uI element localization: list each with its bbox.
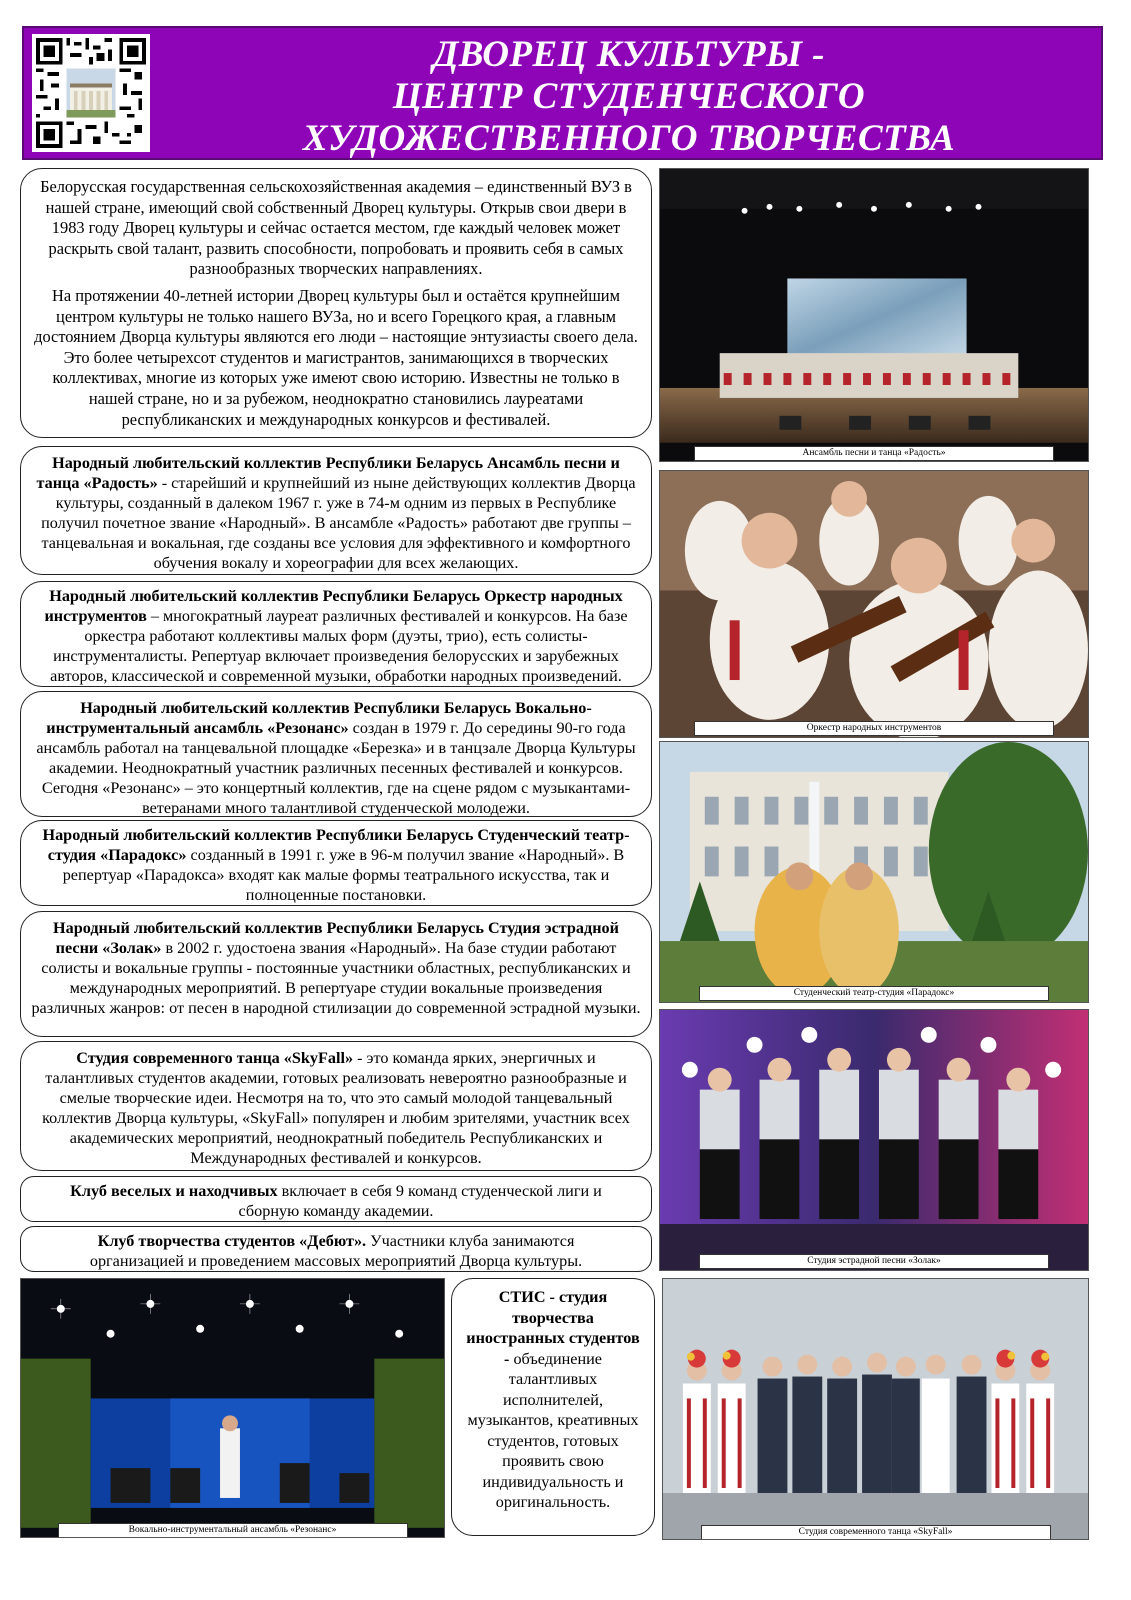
caption-skyfall: Студия современного танца «SkyFall» — [701, 1525, 1051, 1540]
section-zolak-text: в 2002 г. удостоена звания «Народный». На базе студии работают солисты и вокальные группы - постоянные участники областных, республиканских и международных мероприятий. В репертуаре студии вокальные произведения различных жанров: от песен в народной стилизации до современной эстрадной музыки. — [31, 939, 641, 1017]
photo-rezonans — [20, 1278, 445, 1538]
section-stis — [451, 1278, 655, 1536]
intro-paragraph-1: Белорусская государственная сельскохозяйственная академия – единственный ВУЗ в нашей стране, имеющий свой собственный Дворец культуры. Открыв свои двери в 1983 году Дворец культуры и сейчас остается местом, где каждый человек может раскрыть свой талант, развить способности, попробовать и проявить себя в самых разнообразных творческих направлениях. — [40, 177, 632, 279]
section-kvn-heading: Клуб веселых и находчивых — [70, 1182, 278, 1200]
section-paradoks-text: созданный в 1991 г. уже в 96-м получил звание «Народный». В репертуар «Парадокса» входят как малые формы театрального искусства, так и полноценные постановки. — [62, 846, 625, 904]
section-debut-heading: Клуб творчества студентов «Дебют». — [97, 1232, 367, 1250]
photo-skyfall — [662, 1278, 1089, 1540]
section-orchestra-heading: Народный любительский коллектив Республики Беларусь Оркестр народных инструментов — [44, 587, 623, 625]
header-banner — [22, 26, 1103, 160]
section-radost-heading: Народный любительский коллектив Республики Беларусь Ансамбль песни и танца «Радость» — [36, 454, 620, 492]
section-orchestra-text: – многократный лауреат различных фестивалей и конкурсов. На базе оркестра работают коллективы малых форм (дуэты, трио), есть солисты-инструменталисты. Репертуар включает произведения белорусских и зарубежных авторов, классической и современной музыки, обработки народных произведений. — [50, 607, 628, 685]
section-skyfall — [20, 1041, 652, 1171]
section-rezonans — [20, 691, 652, 817]
page-title — [174, 34, 1084, 160]
photo-radost — [659, 168, 1089, 462]
title-line-2: ЦЕНТР СТУДЕНЧЕСКОГО — [392, 76, 866, 117]
photo-zolak — [659, 1009, 1089, 1271]
section-debut — [20, 1226, 652, 1272]
section-skyfall-heading: Студия современного танца «SkyFall» — [76, 1049, 354, 1067]
section-orchestra — [20, 581, 652, 687]
title-line-1: ДВОРЕЦ КУЛЬТУРЫ - — [432, 34, 826, 75]
section-paradoks — [20, 820, 652, 906]
photo-orchestra — [659, 470, 1089, 738]
caption-rezonans: Вокально-инструментальный ансамбль «Резонанс» — [58, 1523, 408, 1538]
title-line-3: ХУДОЖЕСТВЕННОГО ТВОРЧЕСТВА — [302, 118, 956, 159]
section-zolak — [20, 911, 652, 1037]
photo-paradoks — [659, 741, 1089, 1003]
section-rezonans-heading: Народный любительский коллектив Республики Беларусь Вокально-инструментальный ансамбль «Резонанс» — [46, 699, 592, 737]
section-skyfall-text: - это команда ярких, энергичных и талантливых студентов академии, готовых реализовать невероятно разнообразные и смелые творческие идеи. Несмотря на то, что это самый молодой танцевальный коллектив Дворца культуры, «SkyFall» популярен и любим зрителями, участник всех академических мероприятий, неоднократный победитель Республиканских и Международных фестивалей и конкурсов. — [42, 1049, 630, 1167]
section-debut-text: Участники клуба занимаются организацией и проведением массовых мероприятий Дворца культуры. — [89, 1232, 583, 1270]
qr-code-icon — [32, 34, 150, 152]
caption-zolak: Студия эстрадной песни «Золак» — [699, 1254, 1049, 1269]
section-kvn — [20, 1176, 652, 1222]
section-radost — [20, 446, 652, 575]
section-stis-text: объединение талантливых исполнителей, музыкантов, креативных студентов, готовых проявить свою индивидуальность и оригинальность. — [467, 1349, 639, 1511]
caption-orchestra: Оркестр народных инструментов — [694, 721, 1054, 736]
section-rezonans-text: создан в 1979 г. До середины 90-го года ансамбль работал на танцевальной площадке «Березка» и в танцзале Дворца Культуры академии. Неоднократный участник различных песенных фестивалей и конкурсов. Сегодня «Резонанс» – это концертный коллектив, где на сцене рядом с музыкантами-ветеранами много талантливой студенческой молодежи. — [36, 719, 636, 817]
caption-radost: Ансамбль песни и танца «Радость» — [694, 446, 1054, 461]
intro-paragraph-2: На протяжении 40-летней истории Дворец культуры был и остаётся крупнейшим центром культуры не только нашего ВУЗа, но и всего Горецкого края, а главным достоянием Дворца культуры являются его люди – настоящие энтузиасты своего дела. Это более четырехсот студентов и магистрантов, занимающихся в творческих коллективах, многие из которых уже имеют свою историю. Известны не только в нашей стране, но и за рубежом, неоднократно становились лауреатами республиканских и международных конкурсов и фестивалей. — [34, 285, 638, 429]
section-paradoks-heading: Народный любительский коллектив Республики Беларусь Студенческий театр-студия «Парадокс» — [42, 826, 630, 864]
section-zolak-heading: Народный любительский коллектив Республики Беларусь Студия эстрадной песни «Золак» — [53, 919, 619, 957]
section-kvn-text: включает в себя 9 команд студенческой лиги и сборную команду академии. — [238, 1182, 602, 1220]
intro-text-box — [20, 168, 652, 438]
section-radost-text: - старейший и крупнейший из ныне действующих коллектив Дворца культуры, созданный в далеком 1967 г. уже в 74-м одним из первых в Республике получил почетное звание «Народный». В ансамбле «Радость» работают две группы – танцевальная и вокальная, где созданы все условия для эффективного и комфортного обучения вокалу и хореографии для всех желающих. — [41, 474, 636, 572]
section-stis-heading: СТИС - студия творчества иностранных студентов - — [466, 1288, 640, 1368]
caption-paradoks: Студенческий театр-студия «Парадокс» — [699, 986, 1049, 1001]
